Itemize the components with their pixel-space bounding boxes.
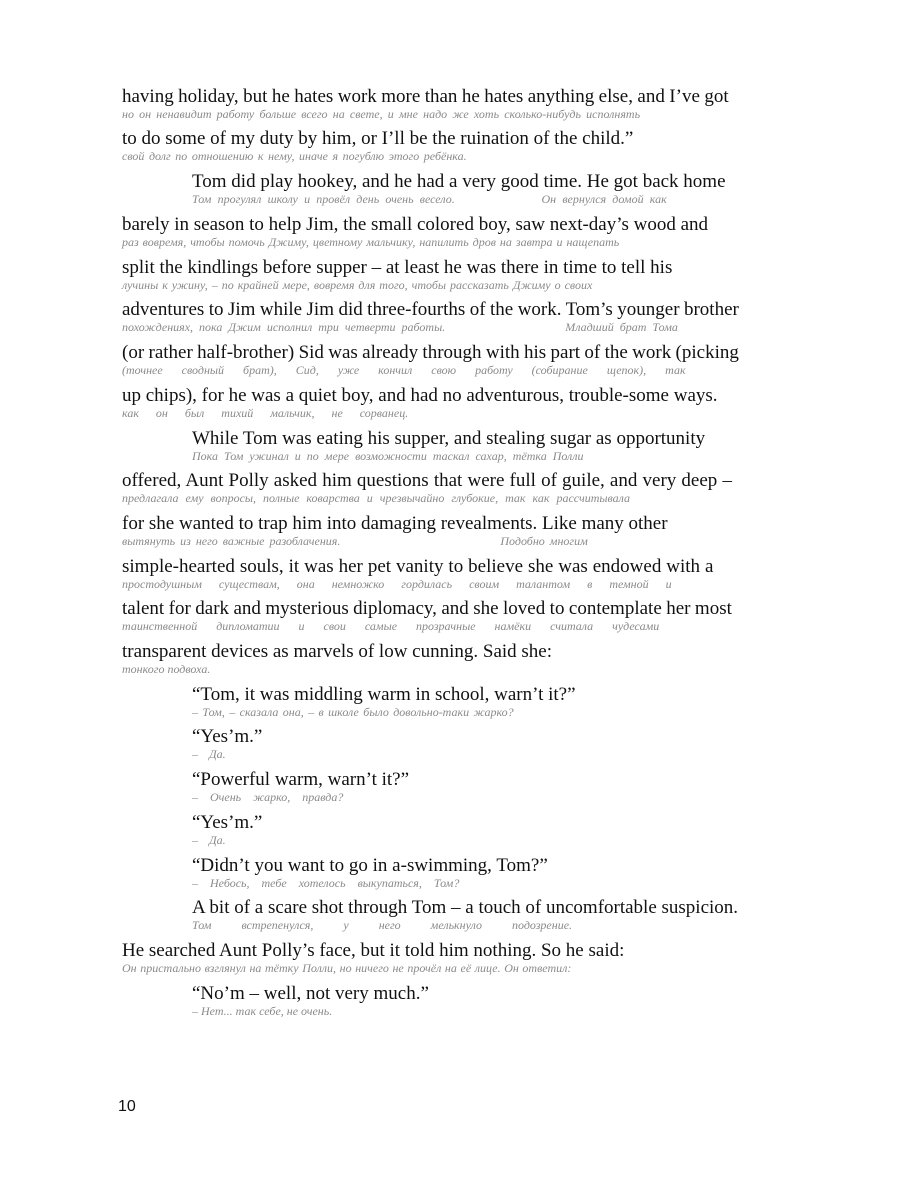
- english-line: “Tom, it was middling warm in school, warn’t it?”: [192, 684, 576, 705]
- english-line: “Powerful warm, warn’t it?”: [192, 769, 410, 790]
- line-pair-5: [122, 258, 672, 292]
- line-pair-10: [122, 471, 732, 505]
- line-pair-19: [192, 856, 548, 890]
- line-pair-18: [192, 813, 262, 847]
- english-line: While Tom was eating his supper, and stealing sugar as opportunity: [192, 428, 706, 449]
- russian-translation: Том встрепенулся, у него мелькнуло подозрение.: [192, 918, 573, 932]
- russian-translation: – Небось, тебе хотелось выкупаться, Том?: [192, 876, 460, 890]
- line-pair-7: [122, 343, 739, 377]
- russian-translation: предлагала ему вопросы, полные коварства и чрезвычайно глубокие, так как рассчитывала: [122, 491, 630, 505]
- english-line: “Didn’t you want to go in a-swimming, Tom?”: [192, 855, 548, 876]
- russian-translation: вытянуть из него важные разоблачения. Подобно многим: [122, 534, 588, 548]
- russian-translation: Пока Том ужинал и по мере возможности таскал сахар, тётка Полли: [192, 449, 584, 463]
- russian-translation: тонкого подвоха.: [122, 662, 211, 676]
- line-pair-20: [192, 898, 738, 932]
- english-line: having holiday, but he hates work more than he hates anything else, and I’ve got: [122, 86, 729, 107]
- russian-translation: простодушным существам, она немножко гордилась своим талантом в темной и: [122, 577, 672, 591]
- line-pair-12: [122, 557, 713, 591]
- russian-translation: свой долг по отношению к нему, иначе я погублю этого ребёнка.: [122, 149, 467, 163]
- line-pair-2: [122, 129, 633, 163]
- english-line: for she wanted to trap him into damaging revealments. Like many other: [122, 513, 668, 534]
- english-line: barely in season to help Jim, the small colored boy, saw next-day’s wood and: [122, 214, 709, 235]
- english-line: simple-hearted souls, it was her pet vanity to believe she was endowed with a: [122, 556, 714, 577]
- line-pair-4: [122, 215, 708, 249]
- english-line: “Yes’m.”: [192, 812, 263, 833]
- english-line: “Yes’m.”: [192, 726, 263, 747]
- russian-translation: – Да.: [192, 747, 226, 761]
- russian-translation: – Да.: [192, 833, 226, 847]
- line-pair-8: [122, 386, 718, 420]
- line-pair-15: [192, 685, 576, 719]
- russian-translation: таинственной дипломатии и свои самые прозрачные намёки считала чудесами: [122, 619, 660, 633]
- russian-translation: похождениях, пока Джим исполнил три четверти работы. Младший брат Тома: [122, 320, 678, 334]
- page-number: 10: [118, 1098, 136, 1115]
- line-pair-16: [192, 727, 262, 761]
- english-line: offered, Aunt Polly asked him questions that were full of guile, and very deep –: [122, 470, 732, 491]
- russian-translation: раз вовремя, чтобы помочь Джиму, цветному мальчику, напилить дров на завтра и нащепать: [122, 235, 620, 249]
- russian-translation: – Очень жарко, правда?: [192, 790, 344, 804]
- russian-translation: лучины к ужину, – по крайней мере, вовремя для того, чтобы рассказать Джиму о своих: [122, 278, 593, 292]
- english-line: (or rather half-brother) Sid was already through with his part of the work (picking: [122, 342, 739, 363]
- russian-translation: Он пристально взглянул на тётку Полли, но ничего не прочёл на её лице. Он ответил:: [122, 961, 572, 975]
- english-line: talent for dark and mysterious diplomacy, and she loved to contemplate her most: [122, 598, 732, 619]
- english-line: Tom did play hookey, and he had a very good time. He got back home: [192, 171, 726, 192]
- english-line: transparent devices as marvels of low cunning. Said she:: [122, 641, 553, 662]
- line-pair-3: [192, 172, 726, 206]
- line-pair-9: [192, 429, 705, 463]
- line-pair-21: [122, 941, 624, 975]
- line-pair-13: [122, 599, 732, 633]
- english-line: split the kindlings before supper – at least he was there in time to tell his: [122, 257, 673, 278]
- line-pair-6: [122, 300, 739, 334]
- russian-translation: но он ненавидит работу больше всего на свете, и мне надо же хоть сколько-нибудь исполнять: [122, 107, 641, 121]
- russian-translation: Том прогулял школу и провёл день очень весело. Он вернулся домой как: [192, 192, 667, 206]
- russian-translation: – Том, – сказала она, – в школе было довольно-таки жарко?: [192, 705, 514, 719]
- english-line: He searched Aunt Polly’s face, but it told him nothing. So he said:: [122, 940, 625, 961]
- line-pair-17: [192, 770, 409, 804]
- russian-translation: (точнее сводный брат), Сид, уже кончил свою работу (собирание щепок), так: [122, 363, 686, 377]
- line-pair-1: [122, 87, 729, 121]
- line-pair-14: [122, 642, 552, 676]
- english-line: up chips), for he was a quiet boy, and had no adventurous, trouble-some ways.: [122, 385, 718, 406]
- english-line: adventures to Jim while Jim did three-fourths of the work. Tom’s younger brother: [122, 299, 739, 320]
- english-line: “No’m – well, not very much.”: [192, 983, 429, 1004]
- english-line: A bit of a scare shot through Tom – a touch of uncomfortable suspicion.: [192, 897, 739, 918]
- line-pair-11: [122, 514, 668, 548]
- line-pair-22: [192, 984, 429, 1018]
- english-line: to do some of my duty by him, or I’ll be the ruination of the child.”: [122, 128, 634, 149]
- russian-translation: – Нет... так себе, не очень.: [192, 1004, 333, 1018]
- russian-translation: как он был тихий мальчик, не сорванец.: [122, 406, 409, 420]
